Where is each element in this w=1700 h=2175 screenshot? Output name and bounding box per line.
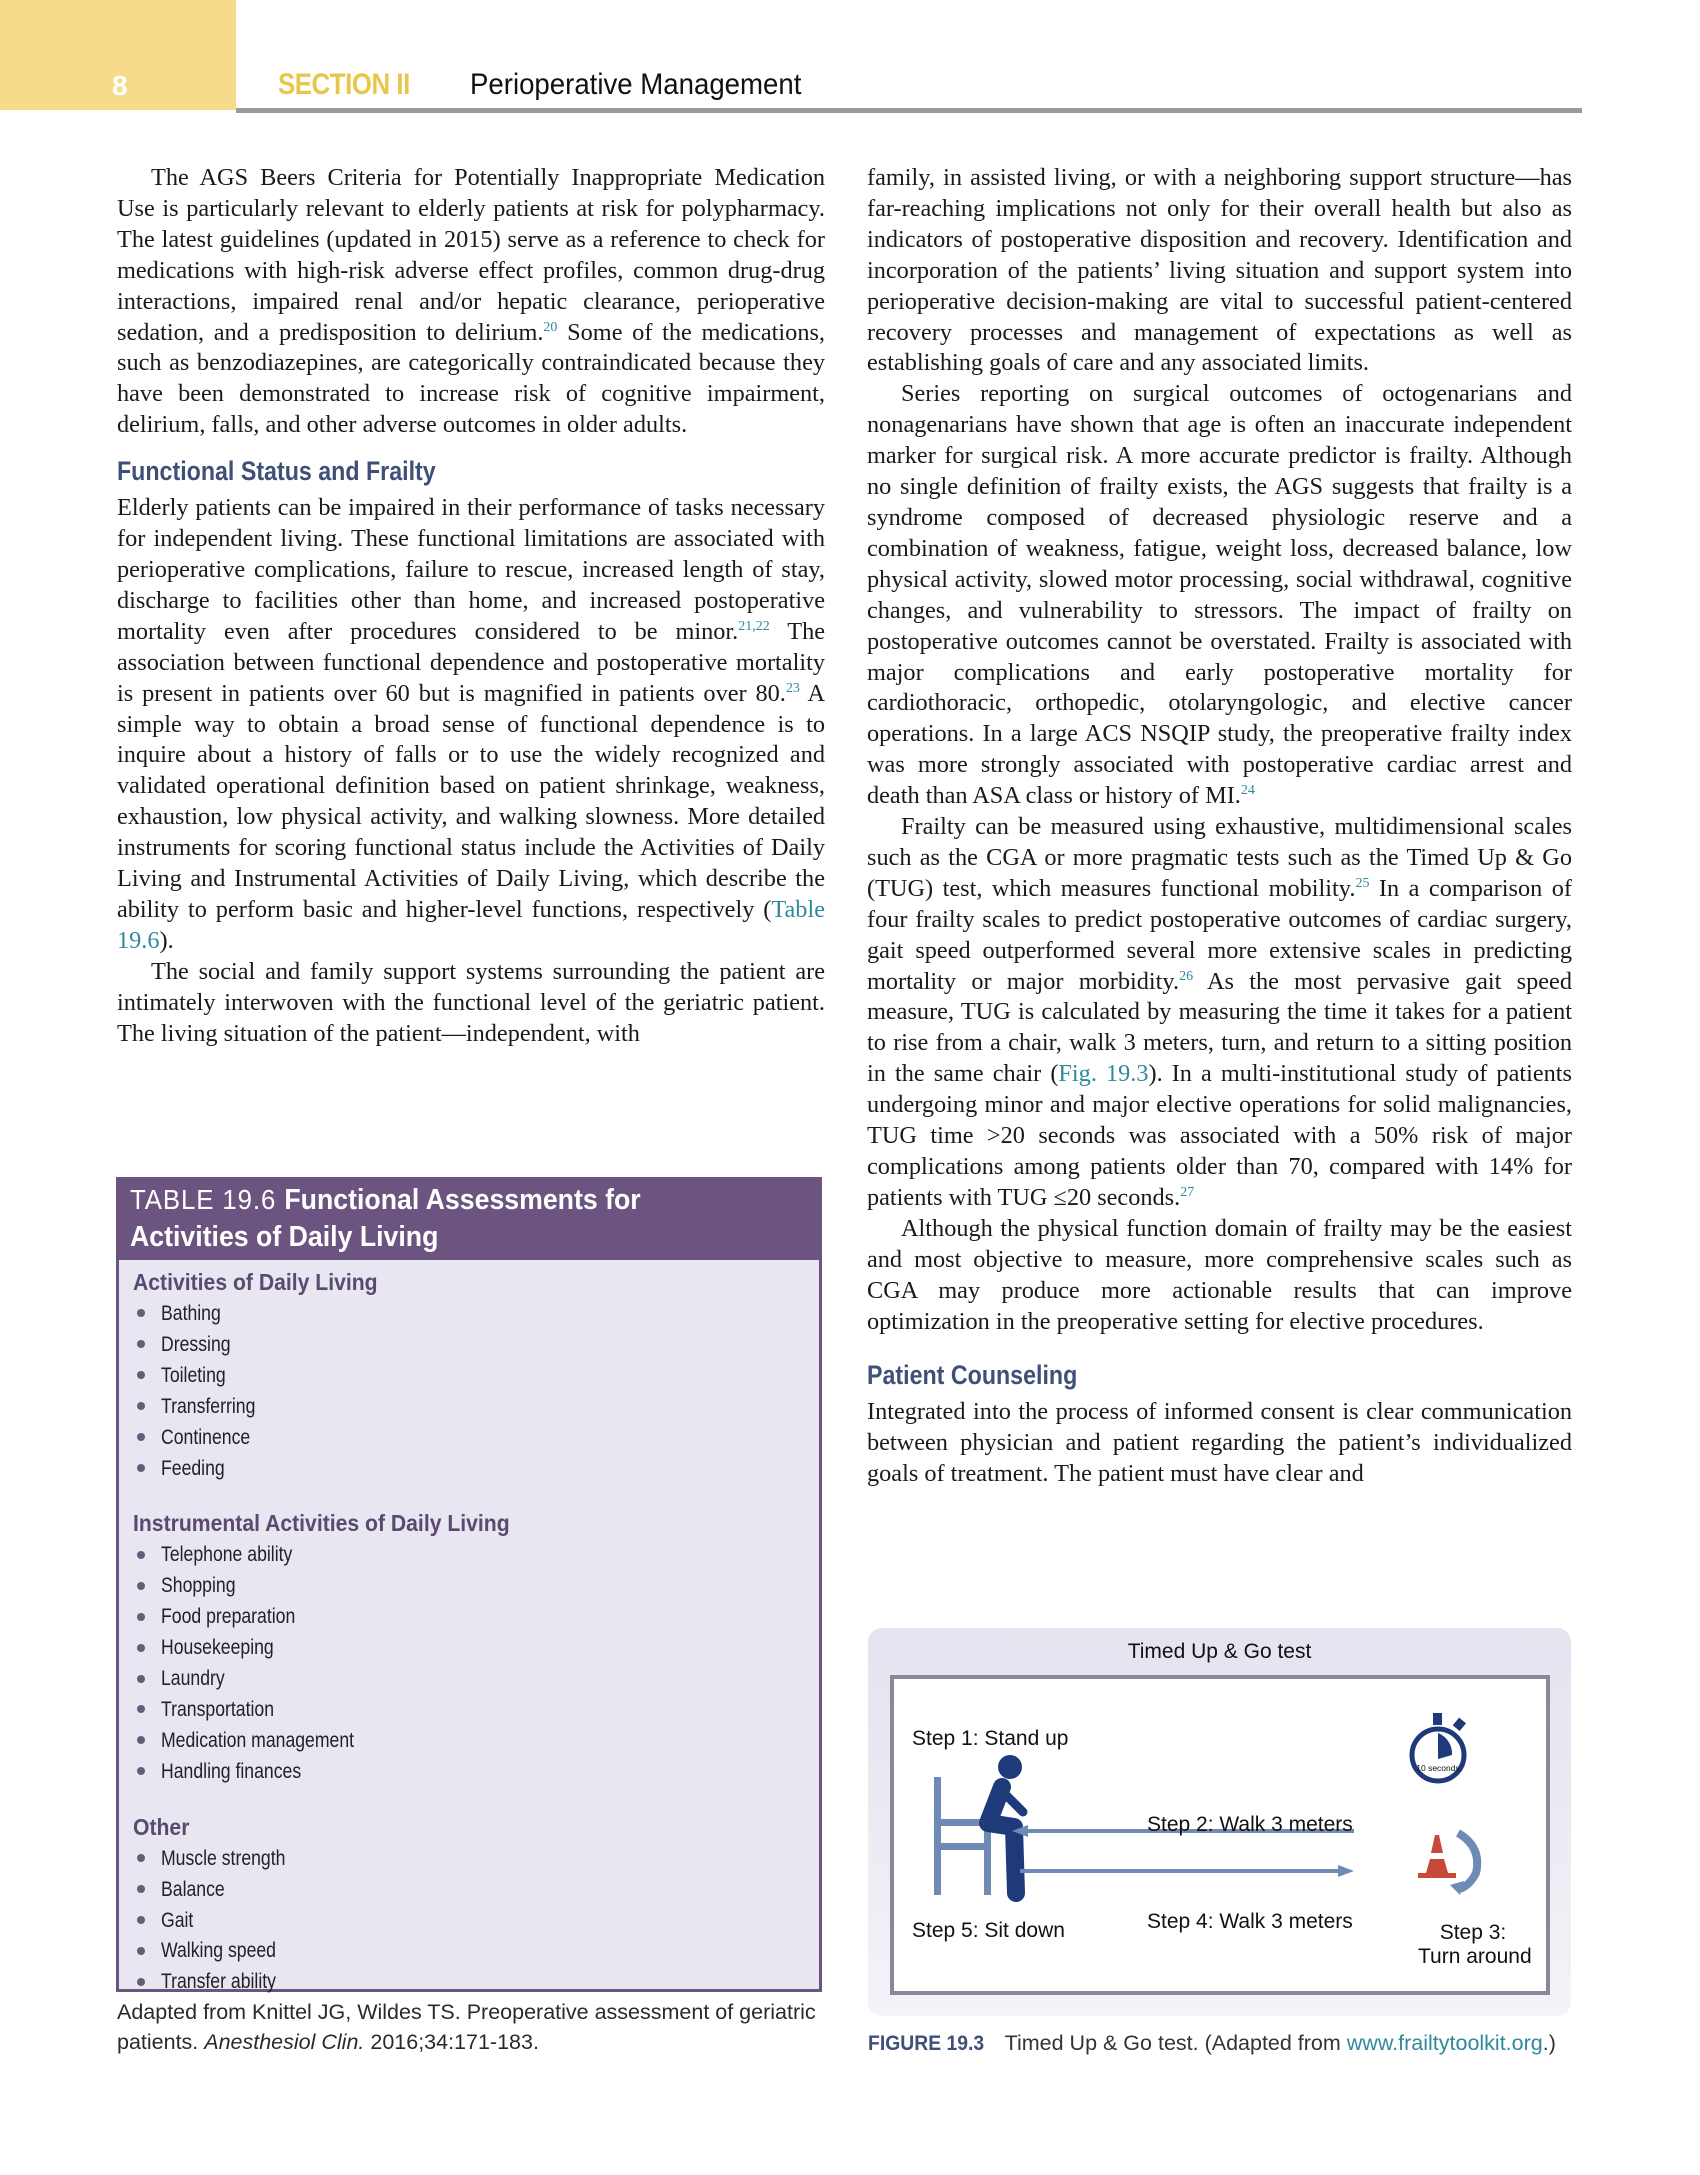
table-list-item (133, 1601, 809, 1632)
figure-number: FIGURE 19.3 (868, 2031, 985, 2055)
table-item-label: Walking speed (161, 1938, 276, 1963)
table-item-label: Telephone ability (161, 1542, 293, 1567)
table-list-item (133, 1632, 809, 1663)
step3-label: Step 3: Turn around (1418, 1921, 1532, 1968)
paragraph-functional-status: Elderly patients can be impaired in their performance of tasks necessary for independent living. These functional limitations are associated with perioperative complications, failure to rescue, increased length of stay, discharge to facilities other than home, and increased postoperative mortality even after procedures considered to be minor.$^{21,22}$ The association between functional dependence and postoperative mortality is present in patients over 60 but is magnified in patients over 80.23 A simple way to obtain a broad sense of functional dependence is to inquire about a history of falls or to use the widely recognized and validated operational definition based on patient shrinkage, weakness, exhaustion, low physical activity, and walking slowness. More detailed instruments for scoring functional status include the Activities of Daily Living and Instrumental Activities of Daily Living, which describe the ability to perform basic and higher-level functions, respectively (Table 19.6). (117, 494, 825, 954)
table-item-label: Shopping (161, 1573, 236, 1598)
table-group (133, 1812, 809, 1998)
table-item-label: Transferring (161, 1393, 256, 1418)
table-body (133, 1267, 809, 2022)
bullet-icon (137, 1582, 145, 1590)
table-list-item (133, 1843, 809, 1874)
table-item-label: Laundry (161, 1666, 225, 1691)
table-item-label: Toileting (161, 1362, 226, 1387)
page-number: 8 (112, 70, 128, 101)
table-group (133, 1508, 809, 1786)
right-column (867, 163, 1572, 1490)
step4-label: Step 4: Walk 3 meters (1147, 1910, 1353, 1933)
citation-ref[interactable]: 26 (1179, 968, 1194, 984)
bullet-icon (137, 1433, 145, 1441)
table-list-item (133, 1935, 809, 1966)
left-column (117, 163, 825, 1049)
table-item-label: Gait (161, 1907, 194, 1932)
table-list-item (133, 1725, 809, 1756)
person-icon (988, 1755, 1023, 1893)
table-source-caption: Adapted from Knittel JG, Wildes TS. Preoperative assessment of geriatric patients. Anesthesiol Clin. 2016;34:171-183. (117, 2000, 816, 2054)
table-list-item (133, 1694, 809, 1725)
table-list-item (133, 1298, 809, 1329)
bullet-icon (137, 1767, 145, 1775)
paragraph-social-support: The social and family support systems surrounding the patient are intimately interwoven with the functional level of the geriatric patient. The living situation of the patient—independent, with (117, 957, 825, 1047)
table-group-title: Other (133, 1813, 190, 1840)
bullet-icon (137, 1675, 145, 1683)
table-title-line2: Activities of Daily Living (130, 1221, 439, 1253)
step2-label: Step 2: Walk 3 meters (1147, 1813, 1353, 1836)
heading-patient-counseling: Patient Counseling (867, 1360, 1078, 1391)
citation-ref[interactable]: 23 (785, 680, 800, 696)
table-title-line1: Functional Assessments for (284, 1184, 641, 1216)
table-group-title: Instrumental Activities of Daily Living (133, 1510, 510, 1537)
paragraph-counseling: Integrated into the process of informed consent is clear communication between physician and patient regarding the patient’s individualized goals of treatment. The patient must have clear and (867, 1398, 1572, 1488)
bullet-icon (137, 1736, 145, 1744)
citation-ref[interactable]: 25 (1355, 875, 1370, 891)
paragraph-frailty-measurement: Frailty can be measured using exhaustive, multidimensional scales such as the CGA or more pragmatic tests such as the Timed Up & Go (TUG) test, which measures functional mobility.$^{25}$ In a comparison of four frailty scales to predict postoperative outcomes of cardiac surgery, gait speed outperformed several more extensive scales in predicting mortality or major morbidity.$^{26}$ As the most pervasive gait speed measure, TUG is calculated by measuring the time it takes for a patient to rise from a chair, walk 3 meters, turn, and return to a sitting position in the same chair (Fig. 19.3). In a multi-institutional study of patients undergoing minor and major elective operations for solid malignancies, TUG time >20 seconds was associated with a 50% risk of major complications among patients older than 70, compared with 14% for patients with TUG ≤20 seconds.$^{27}$ (867, 813, 1572, 1211)
table-item-label: Dressing (161, 1331, 231, 1356)
paragraph-cga: Although the physical function domain of frailty may be the easiest and most objective to measure, more comprehensive scales such as CGA may produce more actionable results that can improve optimization in the preoperative setting for elective procedures. (867, 1214, 1572, 1335)
bullet-icon (137, 1371, 145, 1379)
step5-label: Step 5: Sit down (912, 1919, 1065, 1942)
table-list-item (133, 1905, 809, 1936)
table-group (133, 1267, 809, 1483)
table-item-label: Medication management (161, 1727, 355, 1752)
bullet-icon (137, 1309, 145, 1317)
figure-title: Timed Up & Go test (1127, 1640, 1312, 1663)
stopwatch-label: 10 seconds (1416, 1763, 1460, 1773)
bullet-icon (137, 1551, 145, 1559)
turn-around-arrow-icon (1450, 1833, 1477, 1895)
paragraph-living-situation: family, in assisted living, or with a neighboring support structure—has far-reaching implications not only for their overall health but also as indicators of postoperative disposition and recovery. Identification and incorporation of the patients’ living situation and support system into perioperative decision-making are vital to successful patient-centered recovery processes and management of expectations as well as establishing goals of care and any associated limits. (867, 164, 1572, 377)
table-list-item (133, 1966, 809, 1997)
bullet-icon (137, 1854, 145, 1862)
traffic-cone-icon (1418, 1835, 1456, 1878)
header-rule (236, 108, 1582, 113)
bullet-icon (137, 1340, 145, 1348)
table-item-label: Balance (161, 1876, 225, 1901)
chair-icon (934, 1777, 991, 1895)
table-list-item (133, 1663, 809, 1694)
table-item-label: Handling finances (161, 1758, 302, 1783)
bullet-icon (137, 1978, 145, 1986)
heading-functional-status: Functional Status and Frailty (117, 456, 436, 487)
citation-ref[interactable]: 24 (1240, 783, 1255, 799)
table-list-item (133, 1391, 809, 1422)
paragraph-beers-criteria: The AGS Beers Criteria for Potentially Inappropriate Medication Use is particularly relevant to elderly patients at risk for polypharmacy. The latest guidelines (updated in 2015) serve as a reference to check for medications with high-risk adverse effect profiles, common drug-drug interactions, impaired renal and/or hepatic clearance, perioperative sedation, and a predisposition to delirium.$^{20}$ Some of the medications, such as benzodiazepines, are categorically contraindicated because they have been demonstrated to increase risk of cognitive impairment, delirium, falls, and other adverse outcomes in older adults. (117, 164, 825, 439)
table-item-label: Muscle strength (161, 1845, 286, 1870)
bullet-icon (137, 1705, 145, 1713)
stopwatch-icon (1412, 1713, 1466, 1781)
bullet-icon (137, 1613, 145, 1621)
figure-caption: FIGURE 19.3 Timed Up & Go test. (Adapted from www.frailtytoolkit.org.) (868, 2031, 1556, 2055)
table-list-item (133, 1360, 809, 1391)
bullet-icon (137, 1464, 145, 1472)
table-19-6 (116, 1177, 822, 1992)
section-title: Perioperative Management (470, 68, 802, 101)
citation-ref[interactable]: 27 (1180, 1184, 1195, 1200)
citation-ref[interactable]: 21,22 (738, 618, 770, 634)
arrow-right-icon (1020, 1865, 1354, 1877)
table-item-label: Transportation (161, 1696, 275, 1721)
table-list-item (133, 1756, 809, 1787)
table-list-item (133, 1422, 809, 1453)
table-list-item (133, 1539, 809, 1570)
table-list-item (133, 1874, 809, 1905)
table-list-item (133, 1570, 809, 1601)
bullet-icon (137, 1885, 145, 1893)
table-group-title: Activities of Daily Living (133, 1269, 378, 1295)
step1-label: Step 1: Stand up (912, 1727, 1069, 1750)
table-header (116, 1177, 822, 1260)
citation-ref[interactable]: 20 (543, 319, 558, 335)
table-item-label: Food preparation (161, 1604, 296, 1629)
source-link[interactable]: www.frailtytoolkit.org (1346, 2031, 1543, 2055)
section-label: SECTION II (278, 68, 410, 101)
table-item-label: Transfer ability (161, 1969, 276, 1994)
table-item-label: Bathing (161, 1301, 221, 1325)
figure-link[interactable]: Fig. 19.3 (1058, 1060, 1149, 1088)
table-item-label: Feeding (161, 1455, 225, 1480)
bullet-icon (137, 1402, 145, 1410)
table-list-item (133, 1453, 809, 1484)
paragraph-frailty-predictor: Series reporting on surgical outcomes of octogenarians and nonagenarians have shown that age is often an inaccurate independent marker for surgical risk. A more accurate predictor is frailty. Although no single definition of frailty exists, the AGS suggests that frailty is a syndrome composed of decreased physiologic reserve and a combination of weakness, fatigue, weight loss, decreased balance, low physical activity, slowed motor processing, social withdrawal, cognitive changes, and vulnerability to stressors. The impact of frailty on postoperative outcomes cannot be overstated. Frailty is associated with major complications and early postoperative mortality for cardiothoracic, orthopedic, otolaryngologic, and elective cancer operations. In a large ACS NSQIP study, the preoperative frailty index was more strongly associated with postoperative cardiac arrest and death than ASA class or history of MI.$^{24}$ (867, 380, 1572, 810)
table-item-label: Housekeeping (161, 1635, 274, 1660)
bullet-icon (137, 1916, 145, 1924)
table-link[interactable]: Table 19.6 (117, 895, 825, 954)
bullet-icon (137, 1644, 145, 1652)
table-list-item (133, 1329, 809, 1360)
table-number: TABLE 19.6 (130, 1184, 277, 1215)
table-item-label: Continence (161, 1424, 251, 1449)
bullet-icon (137, 1947, 145, 1955)
